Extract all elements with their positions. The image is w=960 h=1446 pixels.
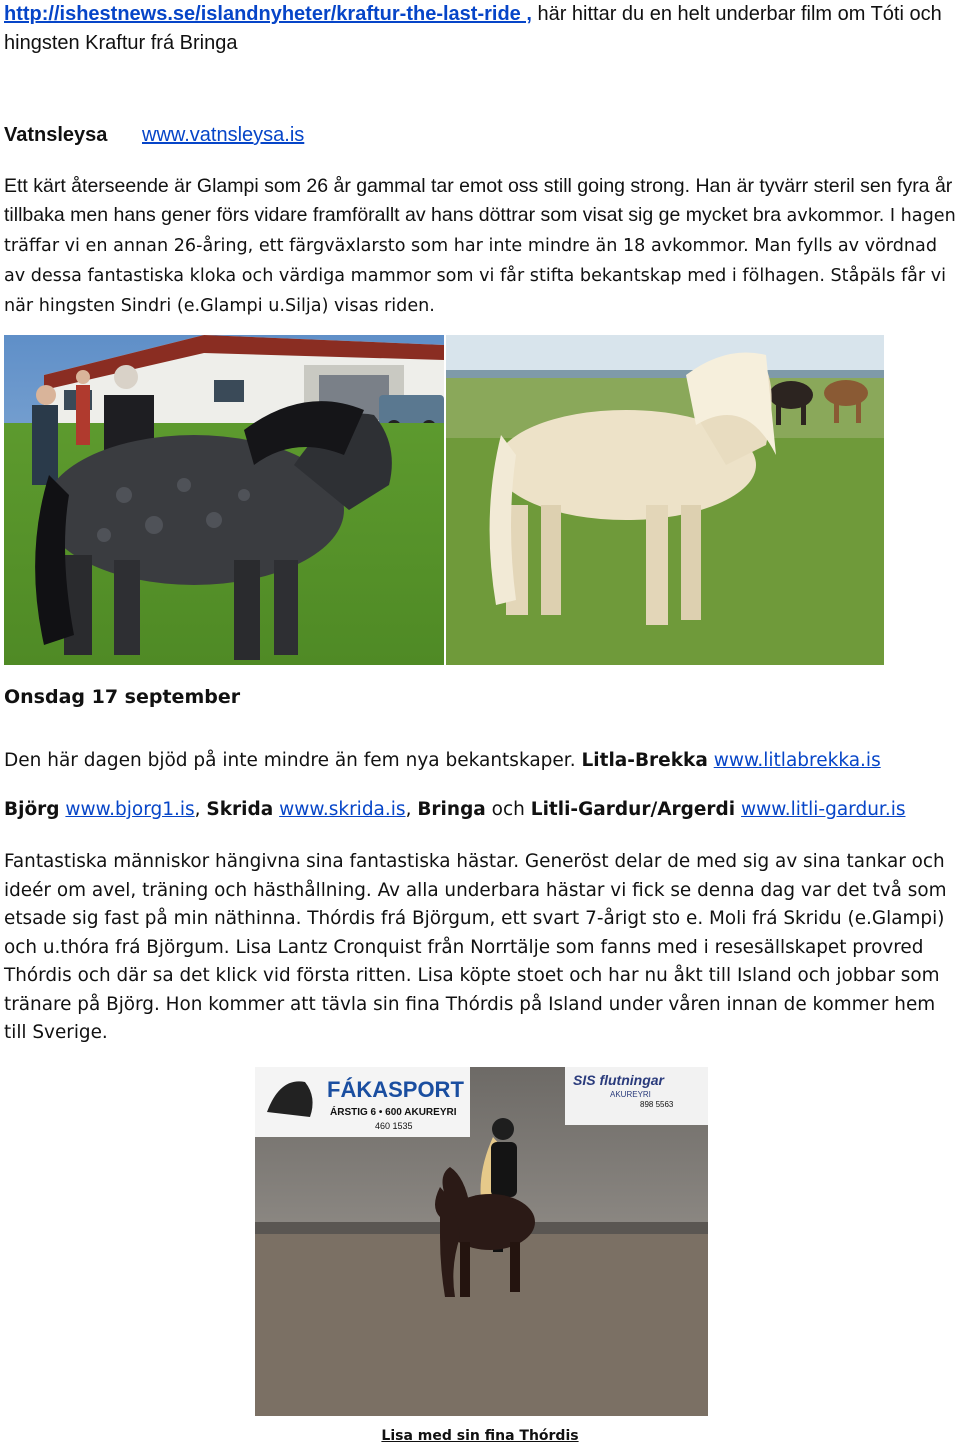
- photo-grey-horse: [4, 335, 444, 665]
- intro-paragraph: [4, 0, 954, 58]
- bjorg-link[interactable]: www.bjorg1.is: [65, 799, 195, 820]
- litli-gardur-label: Litli-Gardur/Argerdi: [530, 799, 736, 820]
- fakasport-brand: FÁKASPORT: [327, 1077, 464, 1102]
- ishestnews-link[interactable]: http://ishestnews.se/islandnyheter/kraftur-the-last-ride ,: [4, 3, 532, 25]
- sis-city: AKUREYRI: [610, 1090, 651, 1099]
- glampi-paragraph: [4, 172, 960, 321]
- fakasport-phone: 460 1535: [375, 1121, 413, 1131]
- och-text: och: [485, 799, 531, 820]
- litlabrekka-link[interactable]: www.litlabrekka.is: [713, 750, 881, 771]
- glampi-text-part2: avkommor. I hagen träffar vi en annan 26-åring, ett färgväxlarsto som har inte mindre än 18 avkommor. Man fylls av vördnad av dessa fantastiska kloka och värdiga mammor som vi får stifta bekantskap med i fölhagen. Ståpäls får vi när hingsten Sindri (e.Glampi u.Silja) visas riden.: [4, 206, 956, 316]
- separator: ,: [194, 799, 207, 820]
- intro-text: här hittar du en helt underbar film om Tóti och hingsten Kraftur frá Bringa: [4, 3, 942, 54]
- glampi-text-part1: Ett kärt återseende är Glampi som 26 år gammal tar emot oss still going strong. Han är tyvärr steril sen fyra år tillbaka men hans gener förs vidare framförallt av hans döttrar som visat sig ge mycket bra: [4, 175, 953, 226]
- farms-line-2: [4, 799, 906, 820]
- fakasport-address: ÁRSTIG 6 • 600 AKUREYRI: [330, 1107, 457, 1118]
- sis-brand: SIS flutningar: [573, 1072, 664, 1088]
- vatnsleysa-link[interactable]: www.vatnsleysa.is: [142, 124, 305, 146]
- skrida-label: Skrida: [206, 799, 274, 820]
- bjorg-label: Björg: [4, 799, 60, 820]
- litli-gardur-link[interactable]: www.litli-gardur.is: [741, 799, 906, 820]
- section-body-paragraph: Fantastiska människor hängivna sina fantastiska hästar. Generöst delar de med sig av sina tankar och ideér om avel, träning och hästhållning. Av alla underbara hästar vi fick se denna dag var det två som etsade sig fast på min näthinna. Thórdis frá Björgum, ett svart 7-årigt sto e. Moli frá Skridu (e.Glampi) och u.thóra frá Björgum. Lisa Lantz Cronquist från Norrtälje som fanns med i resesällskapet provred Thórdis och där sa det klick vid första ritten. Lisa köpte stoet och har nu åkt till Island och jobbar som tränare på Björg. Hon kommer att tävla sin fina Thórdis på Island under våren innan de kommer hem till Sverige.: [4, 851, 947, 1043]
- bringa-label: Bringa: [417, 799, 486, 820]
- photo-rider-arena: [255, 1067, 708, 1416]
- vatnsleysa-label: Vatnsleysa: [4, 124, 108, 146]
- photo-cream-horse: [446, 335, 884, 665]
- farms-line-1: [4, 750, 881, 771]
- separator: ,: [405, 799, 418, 820]
- farms-intro-text: Den här dagen bjöd på inte mindre än fem nya bekantskaper.: [4, 750, 582, 771]
- skrida-link[interactable]: www.skrida.is: [279, 799, 406, 820]
- section-heading: Onsdag 17 september: [4, 686, 241, 708]
- litla-brekka-label: Litla-Brekka: [581, 750, 708, 771]
- photo-caption: Lisa med sin fina Thórdis: [381, 1428, 579, 1444]
- sis-phone: 898 5563: [640, 1100, 674, 1109]
